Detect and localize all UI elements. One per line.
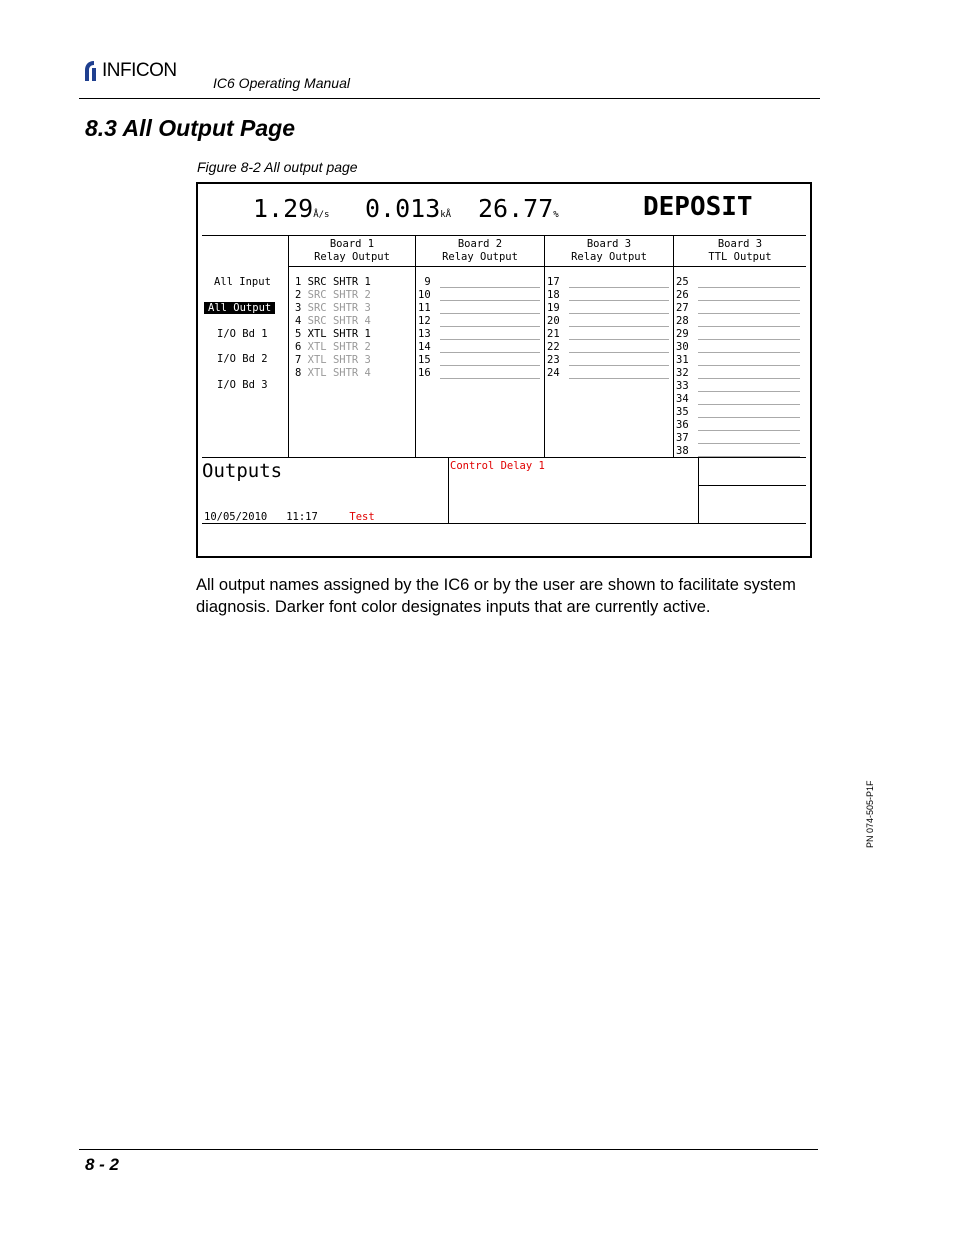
output-row [676,380,689,393]
output-name-blank [440,352,540,353]
output-name: SRC SHTR 3 [307,302,371,314]
output-number: 6 [295,341,302,353]
output-row [547,315,560,328]
grid-line [448,457,449,523]
output-row [676,445,689,458]
output-row [676,289,689,302]
output-name-blank [698,430,800,431]
output-number: 10 [418,289,431,301]
output-name: XTL SHTR 2 [307,341,371,353]
body-paragraph: All output names assigned by the IC6 or by the user are shown to facilitate system diagnosis. Darker font color designates inputs that are currently active. [196,576,796,616]
output-name-blank [440,300,540,301]
output-number: 37 [676,432,689,444]
output-name-blank [698,456,800,457]
rate-readout [253,194,329,223]
output-number: 23 [547,354,560,366]
output-number: 15 [418,354,431,366]
output-name-blank [569,378,669,379]
output-number: 20 [547,315,560,327]
process-name: Test [349,511,375,523]
output-number: 30 [676,341,689,353]
column-header-line: Board 3 [717,238,763,250]
output-number: 38 [676,445,689,457]
output-number: 29 [676,328,689,340]
output-number: 4 [295,315,302,327]
output-name: SRC SHTR 2 [307,289,371,301]
grid-line [202,235,806,236]
output-row [418,354,431,367]
output-number: 1 [295,276,302,288]
output-number: 36 [676,419,689,431]
output-row [418,328,431,341]
output-number: 2 [295,289,302,301]
output-row [418,341,431,354]
output-row [295,354,371,367]
column-header-board2 [417,238,543,264]
part-number: PN 074-505-P1F [865,780,875,848]
output-number: 31 [676,354,689,366]
output-name-blank [440,287,540,288]
state-readout: DEPOSIT [643,192,753,222]
board1-list [295,276,371,380]
menu-io-bd-3[interactable]: I/O Bd 3 [217,379,268,391]
output-row [676,432,689,445]
output-name-blank [698,300,800,301]
output-name-blank [569,287,669,288]
output-number: 28 [676,315,689,327]
figure-caption: Figure 8-2 All output page [197,159,358,175]
output-name-blank [698,417,800,418]
section-title: 8.3 All Output Page [85,115,296,141]
output-row [676,419,689,432]
menu-all-output[interactable] [204,302,275,314]
power-value: 26.77 [478,194,554,223]
status-footer [204,511,375,523]
output-name: XTL SHTR 1 [307,328,371,340]
output-row [676,367,689,380]
output-row [418,289,431,302]
output-name-blank [440,313,540,314]
output-row [295,315,371,328]
date-value: 10/05/2010 [204,511,268,523]
output-name-blank [569,339,669,340]
output-name-blank [440,326,540,327]
column-header-line: Relay Output [314,251,390,263]
menu-all-input[interactable]: All Input [214,276,271,288]
status-message: Control Delay 1 [450,460,545,472]
output-number: 27 [676,302,689,314]
output-number: 18 [547,289,560,301]
grid-line [544,235,545,457]
menu-io-bd-2[interactable]: I/O Bd 2 [217,353,268,365]
time-value: 11:17 [286,511,318,523]
grid-line [698,457,699,523]
output-number: 12 [418,315,431,327]
column-header-line: Board 2 [457,238,503,250]
thickness-readout [365,194,451,223]
output-number: 16 [418,367,431,379]
output-number: 7 [295,354,302,366]
grid-line [202,523,806,524]
output-number: 25 [676,276,689,288]
output-row [676,328,689,341]
inficon-logo [82,60,177,82]
output-row [547,276,560,289]
output-name-blank [698,326,800,327]
rate-unit: Å/s [313,210,330,220]
column-header-line: Board 1 [329,238,375,250]
output-name-blank [569,352,669,353]
output-row [295,289,371,302]
output-number: 32 [676,367,689,379]
grid-line [288,266,806,267]
power-unit: % [553,210,559,220]
output-row [676,393,689,406]
output-name-blank [569,313,669,314]
output-row [676,406,689,419]
footer-rule [79,1149,818,1150]
output-row [418,302,431,315]
grid-line [288,235,289,457]
output-name-blank [569,300,669,301]
output-name-blank [698,287,800,288]
column-header-line: Relay Output [571,251,647,263]
output-name: SRC SHTR 1 [307,276,371,288]
output-name-blank [698,339,800,340]
output-name-blank [698,313,800,314]
output-number: 5 [295,328,302,340]
column-header-line: Board 3 [586,238,632,250]
device-screen [196,182,812,558]
output-row [547,341,560,354]
output-row [418,367,431,380]
manual-title: IC6 Operating Manual [213,75,350,91]
output-number: 24 [547,367,560,379]
column-header-board3 [546,238,672,264]
output-number: 33 [676,380,689,392]
output-number: 13 [418,328,431,340]
column-header-line: TTL Output [708,251,772,263]
output-number: 17 [547,276,560,288]
output-number: 8 [295,367,302,379]
menu-io-bd-1[interactable]: I/O Bd 1 [217,328,268,340]
output-row [295,328,371,341]
output-name-blank [440,365,540,366]
output-row [676,354,689,367]
output-number: 3 [295,302,302,314]
output-number: 11 [418,302,431,314]
output-row [295,367,371,380]
menu-selected-label: All Output [204,302,275,314]
column-header-board1 [290,238,414,264]
output-number: 14 [418,341,431,353]
output-row [676,341,689,354]
output-name-blank [698,378,800,379]
output-row [547,367,560,380]
inficon-logo-icon [82,60,100,82]
output-row [676,302,689,315]
board3-list [547,276,560,380]
output-name: XTL SHTR 4 [307,367,371,379]
logo-text: INFICON [102,60,177,81]
board2-list [418,276,431,380]
power-readout [478,194,559,223]
thickness-unit: kÅ [440,210,452,220]
page-name: Outputs [202,460,283,482]
rate-value: 1.29 [253,194,314,223]
output-name-blank [569,326,669,327]
output-row [547,354,560,367]
output-number: 26 [676,289,689,301]
output-row [547,328,560,341]
output-row [418,276,431,289]
output-row [547,302,560,315]
output-number: 35 [676,406,689,418]
ttl-list [676,276,689,458]
output-row [295,302,371,315]
column-header-line: Relay Output [442,251,518,263]
grid-line [415,235,416,457]
header-rule [79,98,820,99]
output-row [295,341,371,354]
grid-line [673,235,674,457]
output-row [676,315,689,328]
column-header-ttl [675,238,805,264]
grid-line [698,485,806,486]
output-name-blank [569,365,669,366]
output-name-blank [698,365,800,366]
grid-line [202,457,806,458]
output-number: 9 [418,276,431,288]
thickness-value: 0.013 [365,194,441,223]
output-number: 21 [547,328,560,340]
output-row [295,276,371,289]
output-name: XTL SHTR 3 [307,354,371,366]
output-name-blank [440,339,540,340]
output-number: 19 [547,302,560,314]
output-name-blank [698,443,800,444]
output-row [418,315,431,328]
page-number: 8 - 2 [85,1155,120,1174]
output-name-blank [440,378,540,379]
output-name-blank [698,391,800,392]
output-name-blank [698,404,800,405]
output-number: 34 [676,393,689,405]
output-number: 22 [547,341,560,353]
output-row [676,276,689,289]
output-row [547,289,560,302]
output-name: SRC SHTR 4 [307,315,371,327]
output-name-blank [698,352,800,353]
